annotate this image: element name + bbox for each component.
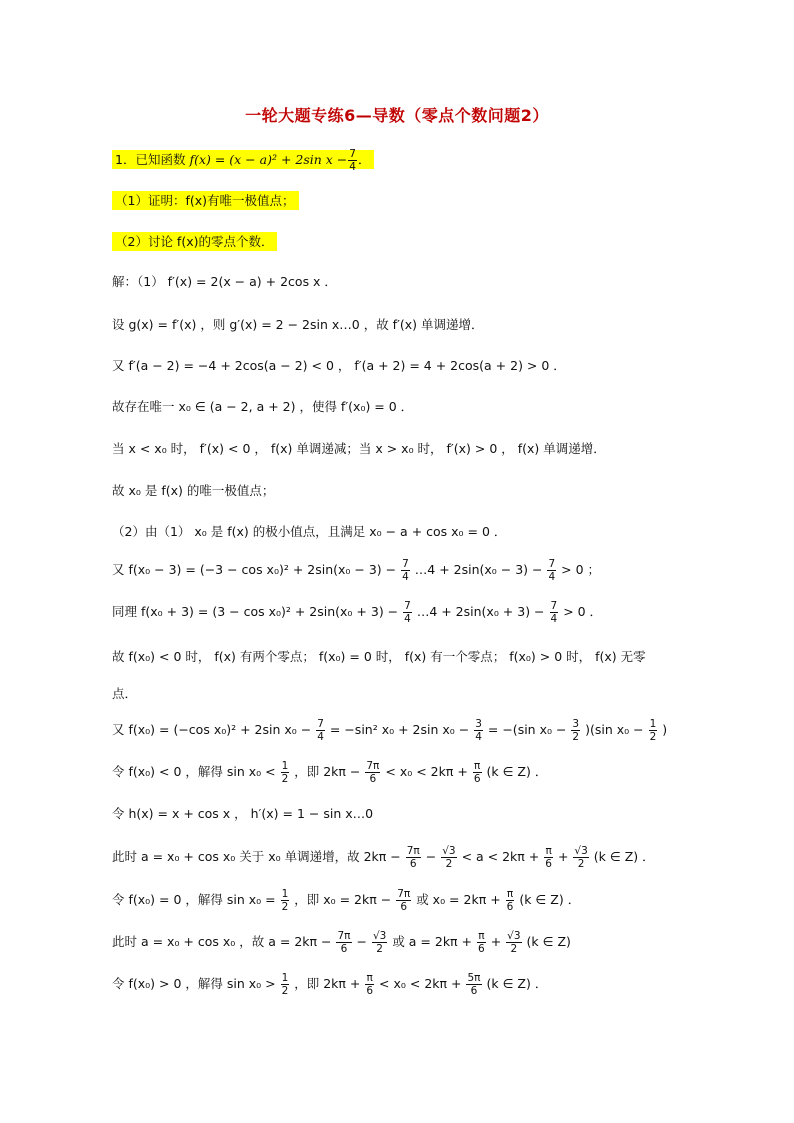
frac-pi-6 — [506, 888, 515, 913]
frac-num: 7π — [397, 888, 411, 900]
frac-den: 4 — [317, 731, 324, 743]
frac-den: 2 — [376, 943, 383, 955]
frac-den: 2 — [572, 731, 580, 743]
frac-num: π — [478, 930, 485, 942]
solution-line-5: 当 x < x₀ 时， f′(x) < 0 ， f(x) 单调递减；当 x > x₀ 时， f′(x) > 0 ， f(x) 单调递增． — [112, 441, 606, 456]
frac-7pi-6 — [336, 930, 351, 955]
l8-part-c: > 0 ； — [561, 562, 601, 577]
solution-line-4: 故存在唯一 x₀ ∈ (a − 2, a + 2) ，使得 f′(x₀) = 0 ． — [112, 399, 414, 414]
frac-sqrt3-2 — [372, 930, 387, 955]
frac-num: 7π — [337, 930, 351, 942]
l18-part-b: ，即 2kπ + — [294, 976, 361, 991]
frac-pi-6 — [477, 930, 486, 955]
problem-stem-suffix: ． — [357, 152, 371, 167]
frac-num: 7 — [349, 148, 356, 160]
frac-7-4 — [401, 558, 410, 583]
l15-part-b: − — [425, 849, 437, 864]
frac-den: 4 — [404, 613, 411, 625]
frac-num: π — [506, 888, 514, 900]
l17-part-c: 或 a = 2kπ + — [392, 934, 473, 949]
frac-num: 7π — [406, 845, 420, 857]
frac-num: 1 — [281, 972, 289, 984]
frac-den: 4 — [349, 161, 356, 173]
frac-7pi-6 — [406, 845, 421, 870]
solution-line-14: 令 h(x) = x + cos x ， h′(x) = 1 − sin x…0 — [112, 806, 374, 821]
frac-num: 1 — [649, 718, 657, 730]
l8-part-a: 又 f(x₀ − 3) = (−3 − cos x₀)² + 2sin(x₀ − 3) − — [112, 562, 397, 577]
frac-den: 4 — [402, 571, 409, 583]
frac-1-2 — [281, 972, 290, 997]
l16-part-b: ，即 x₀ = 2kπ − — [294, 892, 392, 907]
l15-part-a: 此时 a = x₀ + cos x₀ 关于 x₀ 单调递增，故 2kπ − — [112, 849, 401, 864]
l18-part-a: 令 f(x₀) > 0 ，解得 sin x₀ > — [112, 976, 276, 991]
frac-den: 6 — [545, 858, 552, 870]
solution-line-15 — [112, 845, 655, 870]
page-title: 一轮大题专练6—导数（零点个数问题2） — [245, 106, 549, 125]
l18-part-c: < x₀ < 2kπ + — [379, 976, 462, 991]
frac-num: 7 — [548, 558, 556, 570]
l16-part-d: (k ∈ Z) ． — [519, 892, 581, 907]
frac-num: 1 — [281, 888, 289, 900]
frac-num: √3 — [372, 930, 387, 942]
frac-7pi-6 — [396, 888, 411, 913]
frac-den: 6 — [470, 985, 478, 997]
l13-part-c: < x₀ < 2kπ + — [385, 764, 468, 779]
problem-stem — [112, 148, 374, 173]
frac-num: 3 — [572, 718, 580, 730]
frac-den: 4 — [475, 731, 482, 743]
frac-den: 2 — [649, 731, 657, 743]
l12-part-b: = −sin² x₀ + 2sin x₀ − — [329, 722, 470, 737]
frac-3-4 — [474, 718, 483, 743]
frac-den: 2 — [281, 985, 289, 997]
frac-7-4 — [316, 718, 325, 743]
frac-den: 2 — [281, 773, 289, 785]
frac-num: 5π — [467, 972, 481, 984]
frac-den: 6 — [340, 943, 348, 955]
solution-line-11: 点． — [112, 686, 138, 701]
frac-num: √3 — [442, 845, 456, 857]
solution-line-1: 解：（1） f′(x) = 2(x − a) + 2cos x ． — [112, 274, 337, 289]
l16-part-c: 或 x₀ = 2kπ + — [416, 892, 501, 907]
frac-num: √3 — [574, 845, 588, 857]
problem-part1-text: （1）证明：f(x)有唯一极值点； — [112, 191, 299, 210]
frac-den: 6 — [409, 858, 417, 870]
l12-part-c: = −(sin x₀ − — [487, 722, 567, 737]
frac-den: 2 — [445, 858, 453, 870]
problem-stem-prefix: 1．已知函数 — [115, 152, 186, 167]
frac-sqrt3-2 — [506, 930, 521, 955]
frac-num: 7 — [402, 558, 409, 570]
frac-pi-6 — [473, 760, 482, 785]
frac-num: π — [366, 972, 373, 984]
frac-7pi-6 — [365, 760, 380, 785]
problem-part2-text: （2）讨论 f(x)的零点个数． — [112, 232, 277, 251]
frac-den: 4 — [548, 571, 556, 583]
l9-part-a: 同理 f(x₀ + 3) = (3 − cos x₀)² + 2sin(x₀ + 3) − — [112, 604, 399, 619]
frac-den: 6 — [366, 985, 374, 997]
solution-line-9 — [112, 600, 602, 625]
l13-part-d: (k ∈ Z) ． — [486, 764, 548, 779]
frac-den: 6 — [478, 943, 485, 955]
l9-part-b: …4 + 2sin(x₀ + 3) − — [416, 604, 545, 619]
problem-part1 — [112, 192, 299, 210]
frac-den: 4 — [550, 613, 558, 625]
frac-num: 7 — [550, 600, 558, 612]
solution-line-3: 又 f′(a − 2) = −4 + 2cos(a − 2) < 0 ， f′(a + 2) = 4 + 2cos(a + 2) > 0 ． — [112, 358, 566, 373]
solution-line-13 — [112, 760, 547, 785]
frac-num: π — [545, 845, 552, 857]
frac-sqrt3-2 — [573, 845, 588, 870]
solution-line-12 — [112, 718, 667, 743]
frac-den: 6 — [473, 773, 481, 785]
l9-part-c: > 0 ． — [563, 604, 603, 619]
l15-part-c: < a < 2kπ + — [461, 849, 540, 864]
l8-part-b: …4 + 2sin(x₀ − 3) − — [414, 562, 543, 577]
frac-1-2 — [281, 888, 290, 913]
solution-line-17 — [112, 930, 571, 955]
l17-part-d: + — [490, 934, 502, 949]
l12-part-d: )(sin x₀ − — [585, 722, 644, 737]
frac-7-4 — [348, 148, 357, 173]
problem-part2 — [112, 233, 277, 251]
l18-part-d: (k ∈ Z) ． — [486, 976, 548, 991]
frac-num: √3 — [507, 930, 521, 942]
frac-den: 6 — [400, 901, 408, 913]
l12-part-a: 又 f(x₀) = (−cos x₀)² + 2sin x₀ − — [112, 722, 312, 737]
l13-part-b: ，即 2kπ − — [294, 764, 361, 779]
l12-part-e: ) — [662, 722, 668, 737]
frac-num: 3 — [475, 718, 482, 730]
l17-part-b: − — [356, 934, 367, 949]
l13-part-a: 令 f(x₀) < 0 ，解得 sin x₀ < — [112, 764, 276, 779]
frac-1-2 — [281, 760, 290, 785]
solution-line-16 — [112, 888, 580, 913]
frac-num: π — [473, 760, 481, 772]
frac-pi-6 — [544, 845, 553, 870]
frac-den: 2 — [281, 901, 289, 913]
frac-7-4 — [550, 600, 559, 625]
problem-stem-formula: f(x) = (x − a)² + 2sin x − — [189, 152, 348, 167]
solution-line-10: 故 f(x₀) < 0 时， f(x) 有两个零点； f(x₀) = 0 时， f(x) 有一个零点； f(x₀) > 0 时， f(x) 无零 — [112, 649, 646, 664]
solution-line-2: 设 g(x) = f′(x) ，则 g′(x) = 2 − 2sin x…0 ，故 f′(x) 单调递增． — [112, 317, 484, 332]
frac-pi-6 — [365, 972, 374, 997]
solution-line-8 — [112, 558, 600, 583]
l17-part-a: 此时 a = x₀ + cos x₀ ，故 a = 2kπ − — [112, 934, 332, 949]
frac-sqrt3-2 — [441, 845, 456, 870]
solution-line-7: （2）由（1） x₀ 是 f(x) 的极小值点，且满足 x₀ − a + cos x₀ = 0 ． — [112, 524, 507, 539]
l15-part-e: (k ∈ Z) ． — [593, 849, 655, 864]
l15-part-d: + — [557, 849, 569, 864]
frac-den: 6 — [369, 773, 377, 785]
solution-line-6: 故 x₀ 是 f(x) 的唯一极值点； — [112, 483, 275, 498]
frac-den: 2 — [510, 943, 518, 955]
solution-line-18 — [112, 972, 547, 997]
problem-stem-highlight — [112, 148, 374, 173]
frac-3-2 — [571, 718, 580, 743]
frac-num: 7π — [366, 760, 380, 772]
frac-num: 1 — [281, 760, 289, 772]
frac-num: 7 — [404, 600, 411, 612]
frac-den: 2 — [577, 858, 585, 870]
frac-1-2 — [649, 718, 658, 743]
l16-part-a: 令 f(x₀) = 0 ，解得 sin x₀ = — [112, 892, 276, 907]
frac-7-4 — [547, 558, 556, 583]
frac-num: 7 — [317, 718, 324, 730]
frac-7-4 — [403, 600, 412, 625]
frac-den: 6 — [506, 901, 514, 913]
l17-part-e: (k ∈ Z) — [526, 934, 571, 949]
frac-5pi-6 — [466, 972, 481, 997]
